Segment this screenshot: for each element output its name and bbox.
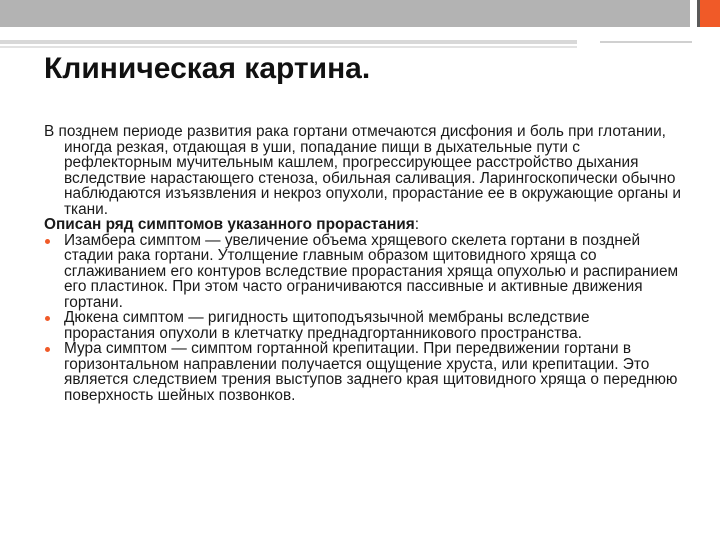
list-item-text: Мура симптом — симптом гортанной крепитации. При передвижении гортани в горизонтальном направлении получается ощущение хруста, или крепитации. Это является следствием трения выступов заднего края щитовидного хряща о переднюю поверхность шейных позвонков.	[64, 340, 678, 404]
title-rule-thin	[0, 46, 577, 48]
slide-title: Клиническая картина.	[44, 52, 371, 85]
header-accent-block	[700, 0, 720, 27]
header-bar	[0, 0, 690, 27]
title-rule-right	[600, 41, 692, 43]
title-rule	[0, 40, 577, 44]
list-item-text: Дюкена симптом — ригидность щитоподъязычной мембраны вследствие прорастания опухоли в клетчатку преднадгортанникового пространства.	[64, 309, 590, 342]
list-item	[44, 341, 684, 403]
bullet-dot-icon	[45, 347, 50, 352]
intro-paragraph: В позднем периоде развития рака гортани отмечаются дисфония и боль при глотании, иногда резкая, отдающая в уши, попадание пищи в дыхательные пути с рефлекторным мучительным кашлем, прогрессирующее расстройство дыхания вследствие нарастающего стеноза, обильная саливация. Ларингоскопически обычно наблюдаются изъязвления и некроз опухоли, прорастание ее в окружающие органы и ткани.	[44, 123, 682, 218]
list-item	[44, 233, 684, 311]
symptoms-lead-bold: Описан ряд симптомов указанного прорастания	[44, 216, 415, 233]
list-item	[44, 310, 684, 341]
slide-body	[44, 124, 684, 403]
symptoms-lead-colon: :	[414, 216, 420, 233]
bullet-dot-icon	[45, 239, 50, 244]
symptoms-lead	[44, 217, 684, 233]
list-item-text: Изамбера симптом — увеличение объема хрящевого скелета гортани в поздней стадии рака гортани. Утолщение главным образом щитовидного хряща со сглаживанием его контуров вследствие прорастания хряща опухолью и распиранием его пластинок. При этом часто ограничиваются пассивные и активные движения гортани.	[64, 231, 679, 311]
bullet-dot-icon	[45, 316, 50, 321]
symptoms-list	[44, 233, 684, 404]
